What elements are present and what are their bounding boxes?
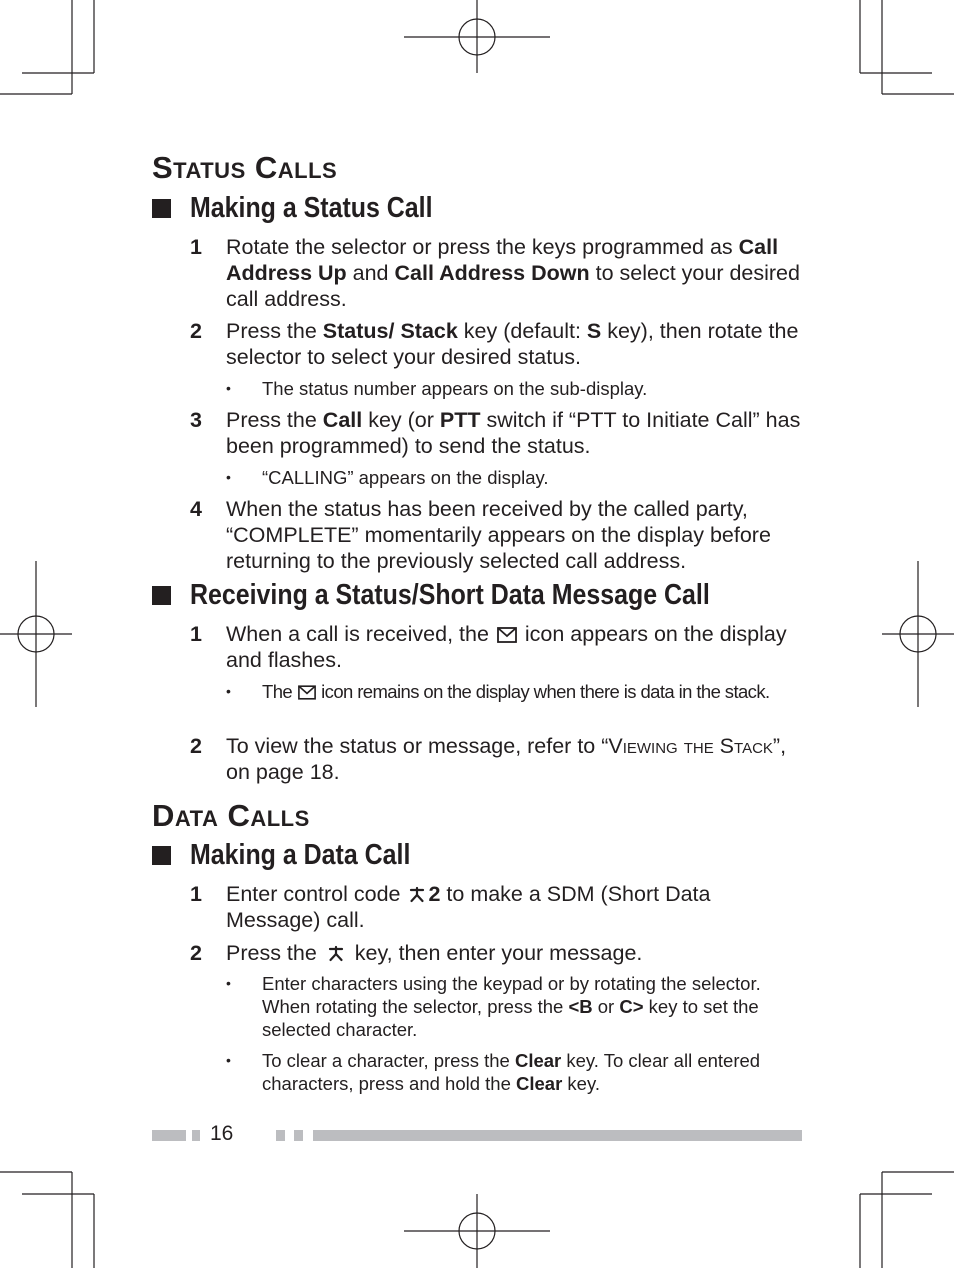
bullet-text: The status number appears on the sub-display. [262, 378, 648, 399]
step-text: When a call is received, the [226, 622, 495, 646]
asterisk-key-icon [327, 944, 345, 962]
bullet-icon: • [226, 380, 231, 396]
bullet-text: “CALLING” appears on the display. [262, 467, 549, 488]
section-heading-data-calls: Data Calls [152, 798, 310, 833]
step-text: switch if “PTT to Initiate Call” has been programmed) to send the status. [226, 408, 801, 458]
step-number: 3 [190, 408, 202, 432]
key-label: <B [568, 996, 593, 1017]
step-text: Enter control code [226, 882, 407, 906]
key-label: C> [619, 996, 644, 1017]
step-text: To view the status or message, refer to “ [226, 734, 609, 758]
step-number: 1 [190, 235, 202, 259]
step-text: key (default: [457, 319, 587, 343]
status-step-4 [190, 496, 802, 574]
footer-bar [192, 1130, 200, 1141]
step-text: key (or [362, 408, 440, 432]
heading-title: Making a Status Call [190, 192, 433, 224]
key-label: 2 [428, 882, 441, 906]
bullet-icon: • [226, 975, 231, 991]
step-text: key, then enter your message. [348, 941, 643, 965]
heading-making-status-call [152, 192, 472, 225]
step-number: 2 [190, 734, 202, 758]
step-text: Press the [226, 319, 323, 343]
key-label: PTT [439, 408, 481, 432]
footer-bar [294, 1130, 303, 1141]
status-step-2 [190, 318, 802, 370]
footer-bar [152, 1130, 186, 1141]
key-label: Call Address Up [226, 235, 779, 285]
step-text: and [346, 261, 395, 285]
step-number: 2 [190, 941, 202, 965]
status-step-3 [190, 407, 802, 459]
bullet-icon: • [226, 683, 231, 699]
asterisk-key-icon [408, 885, 426, 903]
bullet-text: key. [562, 1073, 600, 1094]
status-bullet-2 [226, 377, 786, 400]
step-text: icon appears on the display and flashes. [226, 622, 787, 672]
step-number: 1 [190, 882, 202, 906]
step-number: 4 [190, 497, 202, 521]
mail-icon [497, 627, 517, 643]
mail-icon [298, 685, 316, 700]
receiving-step-2 [190, 733, 802, 785]
heading-square-icon [152, 846, 171, 865]
bullet-text: key to set the selected character. [262, 996, 759, 1040]
step-text: key), then rotate the selector to select your desired status. [226, 319, 799, 369]
step-text: to make a SDM (Short Data Message) call. [226, 882, 711, 932]
bullet-text: icon remains on the display when there is data in the stack. [316, 681, 770, 702]
step-text: Press the [226, 941, 323, 965]
data-step-1 [190, 881, 802, 933]
receiving-step-1 [190, 621, 802, 673]
key-label: Call [322, 408, 363, 432]
heading-title: Making a Data Call [190, 839, 411, 871]
step-text: Rotate the selector or press the keys programmed as [226, 235, 739, 259]
step-text: When the status has been received by the called party, “COMPLETE” momentarily appears on the display before returning to the previously selected call address. [226, 497, 771, 573]
section-heading-status-calls: Status Calls [152, 150, 338, 185]
key-label: Clear [516, 1073, 563, 1094]
heading-square-icon [152, 586, 171, 605]
key-label: Call Address Down [394, 261, 590, 285]
bullet-text: The [262, 681, 297, 702]
key-label: S [586, 319, 602, 343]
bullet-text: To clear a character, press the [262, 1050, 515, 1071]
step-number: 2 [190, 319, 202, 343]
heading-square-icon [152, 199, 171, 218]
receiving-bullet-1 [226, 680, 786, 703]
page-number: 16 [210, 1122, 234, 1145]
bullet-icon: • [226, 1052, 231, 1068]
data-step-2 [190, 940, 802, 966]
bullet-text: key. To clear all entered characters, press and hold the [262, 1050, 761, 1094]
page-footer [152, 1122, 802, 1148]
step-text: Press the [226, 408, 323, 432]
bullet-text: or [592, 996, 620, 1017]
data-bullet-2b [226, 1049, 786, 1095]
footer-bar [276, 1130, 285, 1141]
key-label: Status/ Stack [322, 319, 458, 343]
status-bullet-3 [226, 466, 786, 489]
heading-making-data-call [152, 839, 446, 872]
bullet-text: Enter characters using the keypad or by rotating the selector. When rotating the selector, press the [262, 973, 761, 1017]
status-step-1 [190, 234, 802, 312]
data-bullet-2a [226, 972, 786, 1041]
step-text: ”, on page 18. [226, 734, 787, 784]
heading-receiving-status-call [152, 579, 794, 612]
step-text: to select your desired call address. [226, 261, 800, 311]
footer-bar [313, 1130, 802, 1141]
cross-reference: Viewing the Stack [608, 734, 773, 758]
bullet-icon: • [226, 469, 231, 485]
key-label: Clear [514, 1050, 562, 1071]
heading-title: Receiving a Status/Short Data Message Call [190, 579, 710, 611]
step-number: 1 [190, 622, 202, 646]
